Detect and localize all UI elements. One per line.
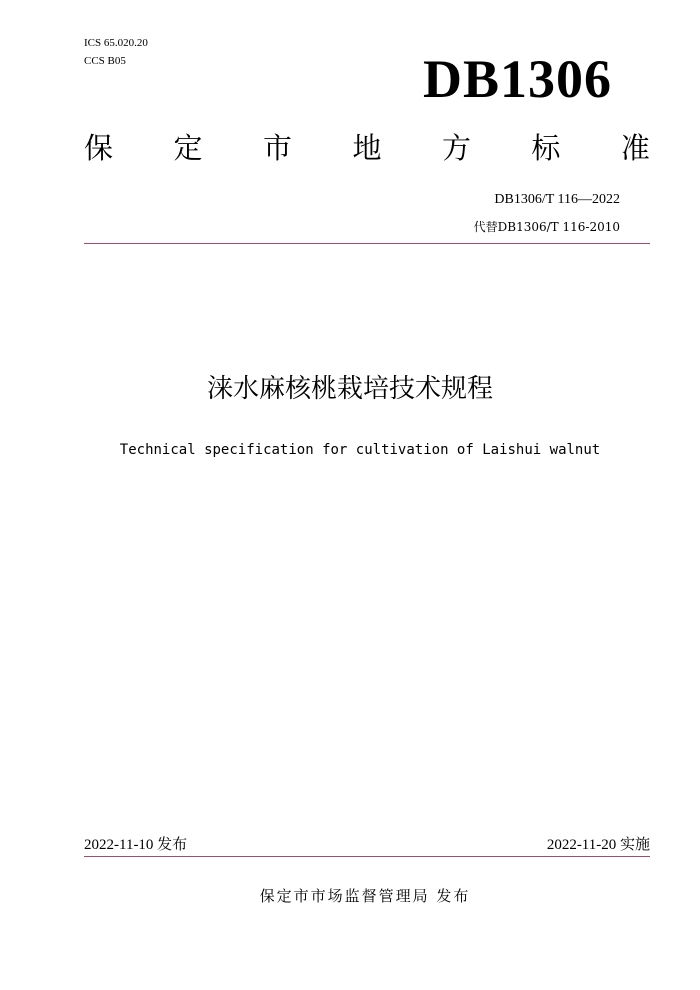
ccs-code: CCS B05 — [84, 55, 126, 67]
standard-type-heading — [84, 128, 650, 168]
replaces-standard: 代替DB1306/T 116-2010 — [473, 220, 620, 234]
standard-type-char: 标 — [531, 131, 561, 165]
ics-code: ICS 65.020.20 — [84, 37, 148, 49]
document-title-cn: 涞水麻核桃栽培技术规程 — [206, 374, 493, 404]
issue-date: 2022-11-10 发布 — [84, 837, 188, 853]
standard-type-char: 市 — [262, 131, 292, 165]
standard-type-char: 保 — [84, 131, 114, 165]
document-title-en: Technical specification for cultivation of Laishui walnut — [119, 442, 601, 458]
standard-type-char: 方 — [441, 131, 471, 165]
implementation-date: 2022-11-20 实施 — [546, 837, 650, 853]
standard-type-char: 地 — [352, 131, 382, 165]
standard-number: DB1306/T 116—2022 — [494, 192, 620, 207]
standard-type-char: 定 — [173, 131, 203, 165]
publisher: 保定市市场监督管理局 发布 — [259, 887, 471, 905]
standard-code-title: DB1306 — [422, 49, 612, 109]
top-divider — [84, 243, 650, 244]
bottom-divider — [84, 856, 650, 857]
standard-type-char: 准 — [620, 131, 650, 165]
